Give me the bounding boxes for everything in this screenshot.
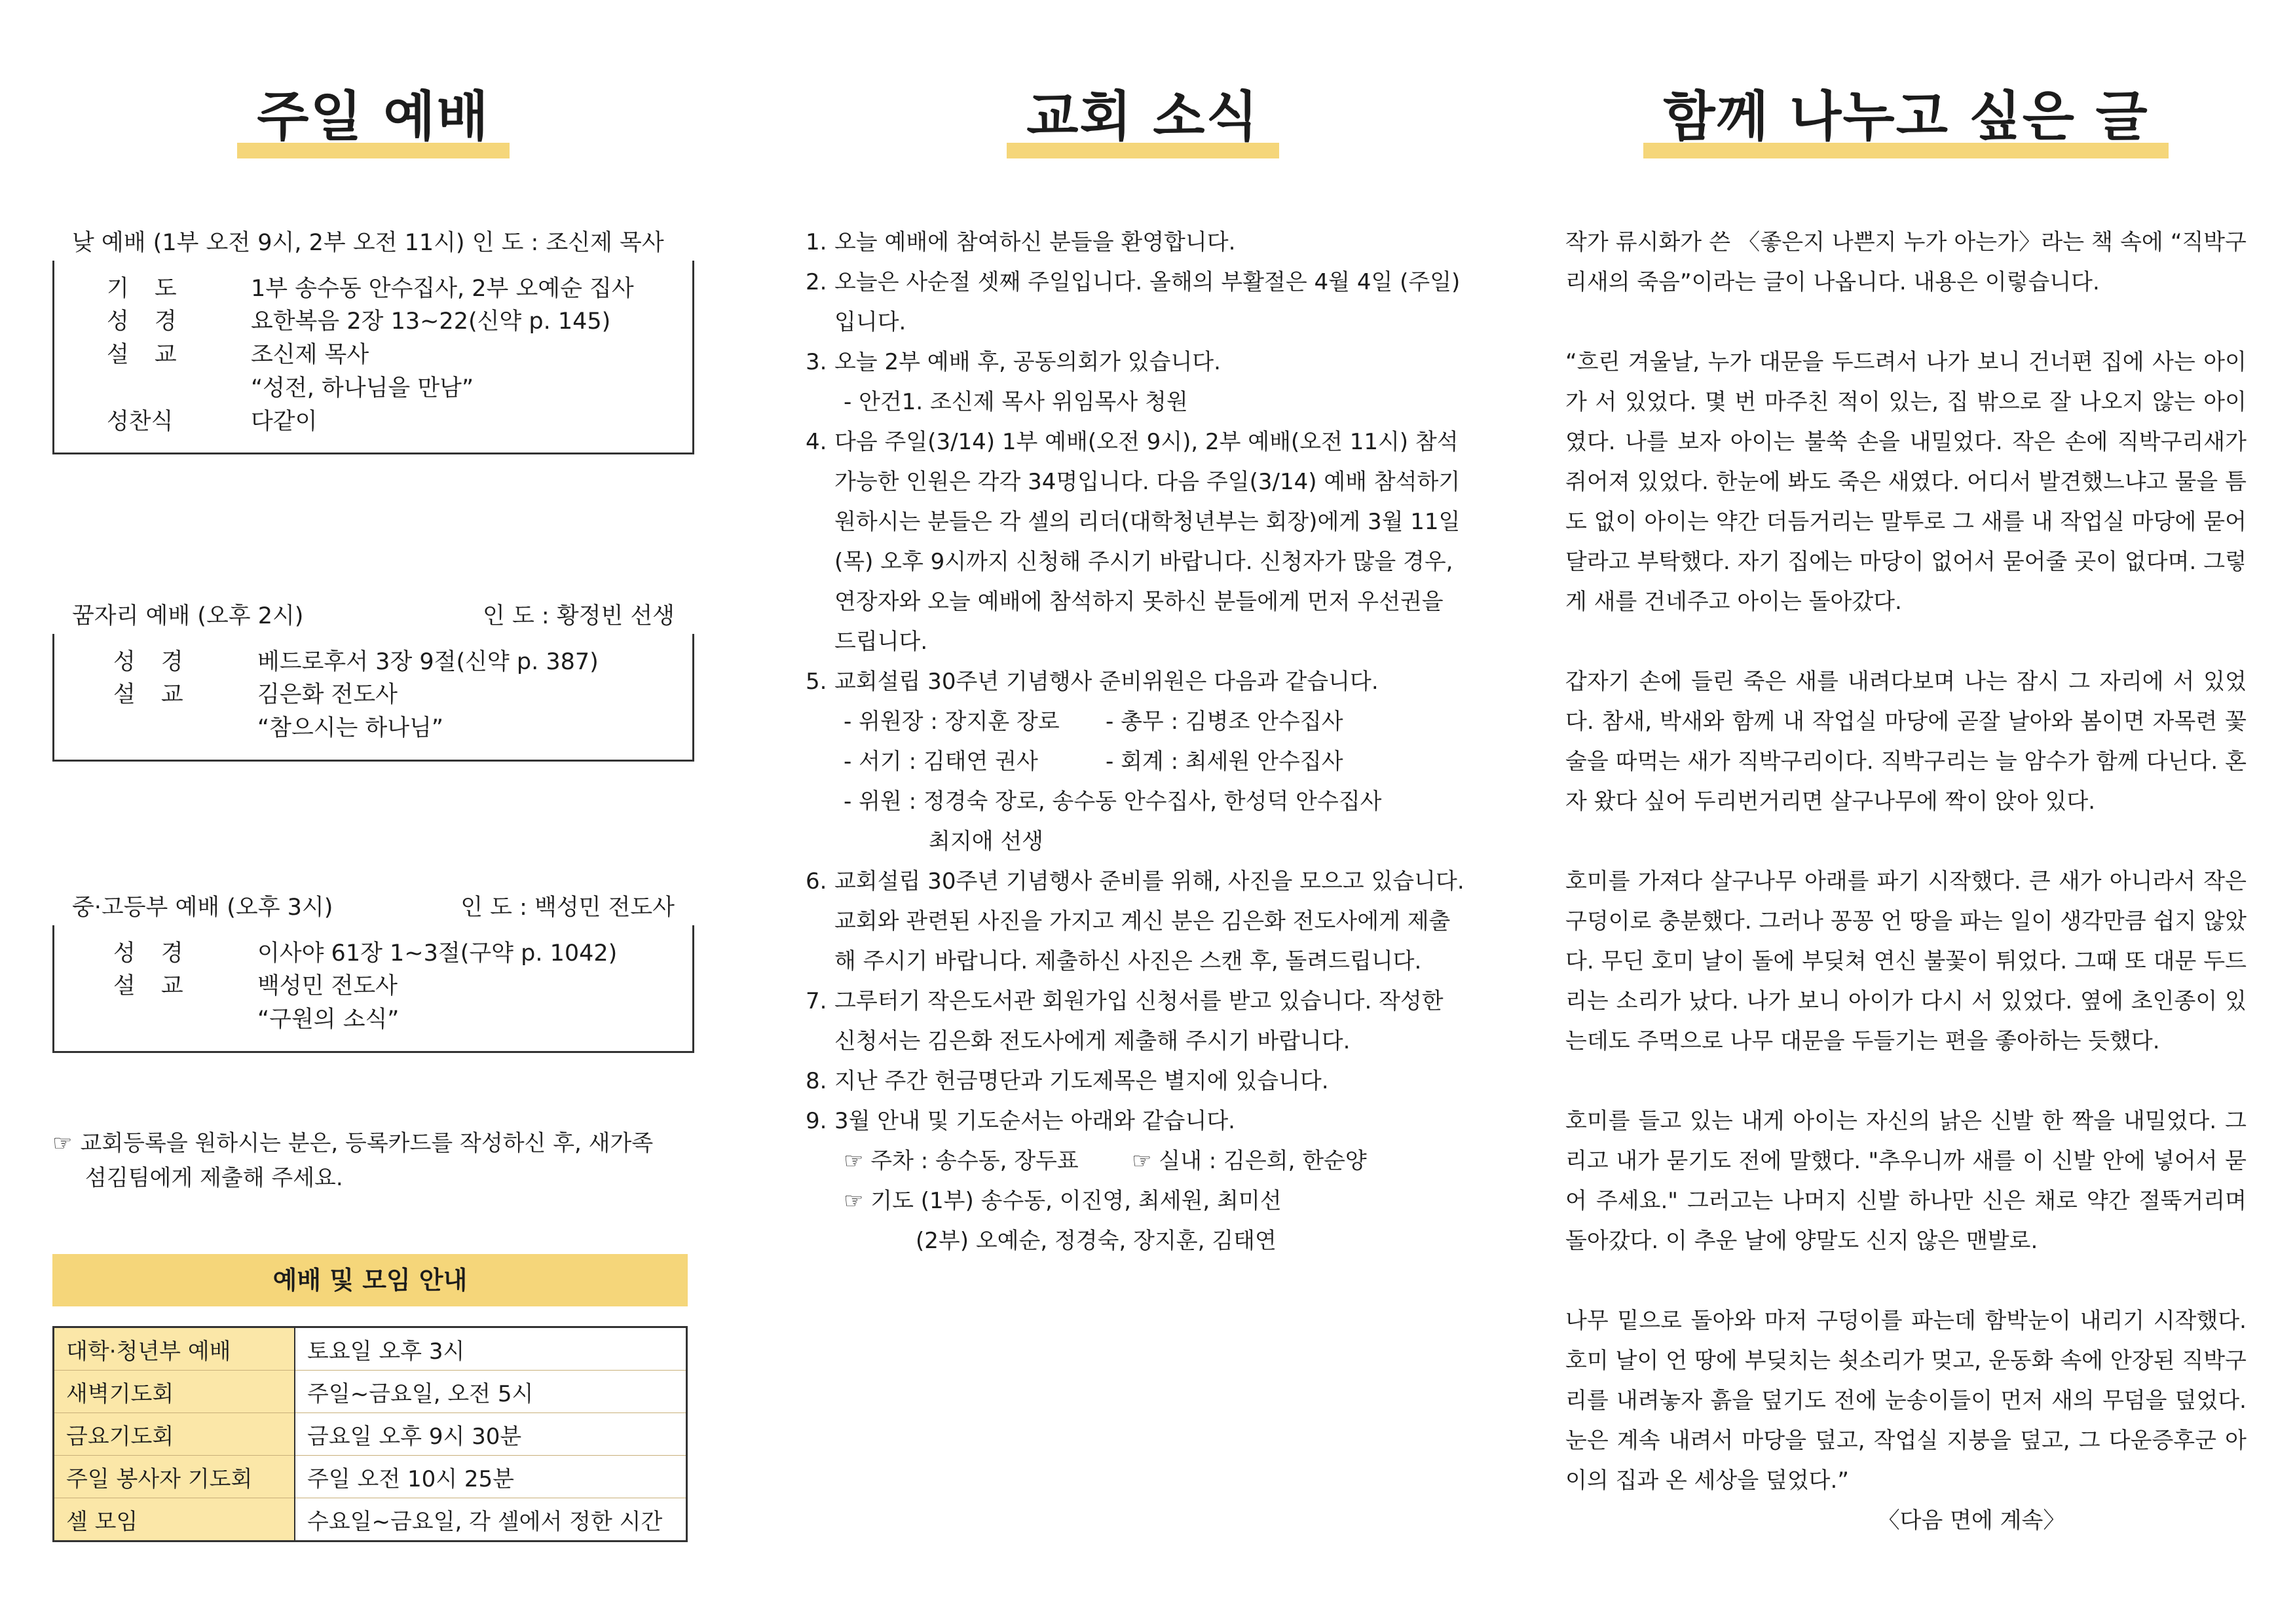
detail-value: 1부 송수동 안수집사, 2부 오예순 집사 [251, 275, 634, 302]
registration-notice [52, 1126, 694, 1195]
item-line: 가능한 인원은 각각 34명입니다. 다음 주일(3/14) 예배 참석하기 [834, 469, 1461, 495]
service-details [52, 634, 694, 762]
news-heading: 교회 소식 [1007, 85, 1278, 149]
detail-key: 성 경 [113, 648, 193, 675]
table-row [54, 1327, 687, 1371]
heading-wrap [806, 85, 1480, 149]
list-item [806, 263, 1480, 342]
item-line: 3월 안내 및 기도순서는 아래와 같습니다. [834, 1108, 1235, 1134]
march-row [834, 1141, 1480, 1181]
detail-row [113, 678, 673, 712]
essay-paragraph: 갑자기 손에 들린 죽은 새를 내려다보며 나는 잠시 그 자리에 서 있었다. 참새, 박새와 함께 내 작업실 마당에 곧잘 날아와 봄이면 자목련 꽃술을 따먹는 새가 직박구리이다. 직박구리는 늘 암수가 함께 다닌다. 혼자 왔다 싶어 두리번거리면 살구나무에 짝이 앉아 있다. [1565, 669, 2247, 815]
essay-paragraph: 작가 류시화가 쓴 〈좋은지 나쁜지 누가 아는가〉라는 책 속에 “직박구리새의 죽음”이라는 글이 나옵니다. 내용은 이렇습니다. [1565, 229, 2247, 295]
committee-row [834, 742, 1480, 782]
committee-treasurer: - 회계 : 최세원 안수집사 [1106, 748, 1343, 775]
continued-note: 〈다음 면에 계속〉 [1877, 1507, 2066, 1534]
heading-wrap [52, 85, 694, 149]
detail-value: 다같이 [251, 408, 318, 435]
service-block-youth [52, 891, 694, 1053]
item-line: (목) 오후 9시까지 신청해 주시기 바랍니다. 신청자가 많을 경우, [834, 549, 1453, 575]
item-line: 오늘은 사순절 셋째 주일입니다. 올해의 부활절은 4월 4일 (주일) [834, 269, 1461, 295]
list-item [806, 422, 1480, 662]
essay-heading: 함께 나누고 싶은 글 [1643, 85, 2168, 149]
list-item [806, 223, 1480, 263]
service-title-text: 꿈자리 예배 (오후 2시) [72, 603, 304, 629]
detail-value: “성전, 하나님을 만남” [251, 375, 474, 401]
item-number: 5. [806, 669, 827, 695]
service-leader: 인 도 : 백성민 전도사 [460, 895, 675, 921]
essay-body [1565, 223, 2247, 1541]
item-line: - 안건1. 조신제 목사 위임목사 청원 [844, 389, 1188, 415]
item-number: 9. [806, 1108, 827, 1134]
committee-row [834, 702, 1480, 742]
essay-paragraph: 나무 밑으로 돌아와 마저 구덩이를 파는데 함박눈이 내리기 시작했다. 호미 날이 언 땅에 부딪치는 쇳소리가 멎고, 운동화 속에 안장된 직박구리를 내려놓자 흙을 덮기도 전에 눈송이들이 먼저 새의 무덤을 덮었다. 눈은 계속 내려서 마당을 덮고, 작업실 지붕을 덮고, 그 다운증후군 아이의 집과 온 세상을 덮었다.” [1565, 1308, 2247, 1494]
table-row [54, 1413, 687, 1456]
detail-key [113, 1003, 257, 1037]
detail-value: 조신제 목사 [251, 342, 369, 368]
list-item [806, 1061, 1480, 1101]
service-details [52, 925, 694, 1053]
service-leader: 인 도 : 황정빈 선생 [483, 603, 675, 629]
essay-paragraph: “흐린 겨울날, 누가 대문을 두드려서 나가 보니 건너편 집에 사는 아이가 서 있었다. 몇 번 마주친 적이 있는, 집 밖으로 잘 나오지 않는 아이였다. 나를 보자 아이는 불쑥 손을 내밀었다. 작은 손에 직박구리새가 쥐어져 있었다. 한눈에 봐도 죽은 새였다. 어디서 발견했느냐고 물을 틈도 없이 아이는 약간 더듬거리는 말투로 그 새를 내 작업실 마당에 묻어 달라고 부탁했다. 자기 집에는 마당이 없어서 묻어줄 곳이 없다며. 그렇게 새를 건네주고 아이는 돌아갔다. [1565, 349, 2247, 615]
schedule-time: 금요일 오후 9시 30분 [295, 1413, 687, 1456]
worship-heading: 주일 예배 [237, 85, 509, 149]
service-title [52, 599, 694, 634]
schedule-title: 예배 및 모임 안내 [52, 1254, 688, 1306]
detail-row [113, 646, 673, 679]
item-line: 신청서는 김은화 전도사에게 제출해 주시기 바랍니다. [834, 1028, 1351, 1054]
detail-key [113, 712, 257, 745]
detail-key: 성 경 [113, 940, 193, 967]
committee-chair: - 위원장 : 장지훈 장로 [844, 709, 1060, 735]
schedule-name: 금요기도회 [54, 1413, 295, 1456]
detail-value: 김은화 전도사 [257, 682, 398, 709]
schedule-time: 수요일~금요일, 각 셀에서 정한 시간 [295, 1498, 687, 1541]
detail-row [113, 712, 673, 745]
item-line: 교회설립 30주년 기념행사 준비위원은 다음과 같습니다. [834, 669, 1379, 695]
notice-line [52, 1126, 694, 1161]
pointing-hand-icon: ☞ [52, 1130, 73, 1156]
item-line: 연장자와 오늘 예배에 참석하지 못하신 분들에게 먼저 우선권을 [834, 589, 1444, 615]
table-row [54, 1371, 687, 1413]
list-item [806, 342, 1480, 422]
schedule-name: 대학·청년부 예배 [54, 1327, 295, 1371]
detail-row [107, 372, 673, 405]
item-number: 8. [806, 1068, 827, 1094]
detail-key: 성찬식 [107, 408, 174, 435]
detail-row [107, 272, 673, 306]
detail-row [107, 305, 673, 339]
committee-members-cont: 최지애 선생 [929, 828, 1044, 855]
service-block-main [52, 226, 694, 454]
committee-members: - 위원 : 정경숙 장로, 송수동 안수집사, 한성덕 안수집사 [844, 788, 1382, 815]
item-line: 오늘 예배에 참여하신 분들을 환영합니다. [834, 229, 1236, 255]
march-hall: ☞ 실내 : 김은희, 한순양 [1132, 1148, 1367, 1174]
service-block-kids [52, 599, 694, 762]
item-line: 다음 주일(3/14) 1부 예배(오전 9시), 2부 예배(오전 11시) 참석 [834, 429, 1459, 455]
item-number: 6. [806, 868, 827, 895]
essay-paragraph: 호미를 가져다 살구나무 아래를 파기 시작했다. 큰 새가 아니라서 작은 구덩이로 충분했다. 그러나 꽁꽁 언 땅을 파는 일이 생각만큼 쉽지 않았다. 무딘 호미 날이 돌에 부딪쳐 연신 불꽃이 튀었다. 그때 또 대문 두드리는 소리가 났다. 나가 보니 아이가 다시 서 있었다. 옆에 초인종이 있는데도 주먹으로 나무 대문을 두들기는 편을 좋아하는 듯했다. [1565, 868, 2247, 1054]
detail-row [107, 339, 673, 372]
schedule-name: 새벽기도회 [54, 1371, 295, 1413]
item-line: 해 주시기 바랍니다. 제출하신 사진은 스캔 후, 돌려드립니다. [834, 948, 1422, 974]
list-item [806, 982, 1480, 1061]
detail-key: 설 교 [107, 342, 186, 368]
item-line: 입니다. [834, 309, 906, 335]
item-number: 4. [806, 429, 827, 455]
item-number: 2. [806, 269, 827, 295]
essay-paragraph: 호미를 들고 있는 내게 아이는 자신의 낡은 신발 한 짝을 내밀었다. 그리고 내가 묻기도 전에 말했다. "추우니까 새를 이 신발 안에 넣어서 묻어 주세요." 그러고는 나머지 신발 하나만 신은 채로 약간 절뚝거리며 돌아갔다. 이 추운 날에 양말도 신지 않은 맨발로. [1565, 1108, 2247, 1254]
detail-row [113, 1003, 673, 1037]
detail-value: 이사야 61장 1~3절(구약 p. 1042) [257, 940, 618, 967]
news-list [806, 223, 1480, 1261]
schedule-time: 토요일 오후 3시 [295, 1327, 687, 1371]
detail-key: 기 도 [107, 275, 186, 302]
service-title-text: 중·고등부 예배 (오후 3시) [72, 895, 333, 921]
detail-key: 설 교 [113, 973, 193, 1000]
item-line: 원하시는 분들은 각 셀의 리더(대학청년부는 회장)에게 3월 11일 [834, 509, 1461, 535]
item-line: 그루터기 작은도서관 회원가입 신청서를 받고 있습니다. 작성한 [834, 988, 1444, 1014]
notice-line: 섬김팀에게 제출해 주세요. [85, 1164, 343, 1191]
detail-value: “구원의 소식” [257, 1006, 400, 1033]
detail-value: 베드로후서 3장 9절(신약 p. 387) [257, 648, 599, 675]
item-line: 교회와 관련된 사진을 가지고 계신 분은 김은화 전도사에게 제출 [834, 908, 1451, 934]
item-line: 지난 주간 헌금명단과 기도제목은 별지에 있습니다. [834, 1068, 1329, 1094]
item-line: 오늘 2부 예배 후, 공동의회가 있습니다. [834, 349, 1221, 375]
detail-key [107, 372, 251, 405]
table-row [54, 1498, 687, 1541]
item-line: 교회설립 30주년 기념행사 준비를 위해, 사진을 모으고 있습니다. [834, 868, 1465, 895]
item-number: 3. [806, 349, 827, 375]
list-item [806, 1101, 1480, 1261]
detail-row [113, 937, 673, 970]
heading-wrap [1565, 85, 2247, 149]
item-line: 드립니다. [834, 629, 928, 655]
schedule-time: 주일~금요일, 오전 5시 [295, 1371, 687, 1413]
service-title [52, 891, 694, 925]
detail-value: 백성민 전도사 [257, 973, 398, 1000]
committee-secretary: - 서기 : 김태연 권사 [844, 748, 1038, 775]
notice-text: 교회등록을 원하시는 분은, 등록카드를 작성하신 후, 새가족 [80, 1130, 654, 1156]
detail-value: 요한복음 2장 13~22(신약 p. 145) [251, 308, 611, 335]
detail-row [113, 970, 673, 1003]
list-item [806, 862, 1480, 982]
service-details [52, 261, 694, 455]
schedule-time: 주일 오전 10시 25분 [295, 1456, 687, 1498]
march-parking: ☞ 주차 : 송수동, 장두표 [844, 1148, 1079, 1174]
item-number: 1. [806, 229, 827, 255]
march-prayer: ☞ 기도 (1부) 송수동, 이진영, 최세원, 최미선 [844, 1188, 1282, 1214]
detail-value: “참으시는 하나님” [257, 715, 444, 741]
item-number: 7. [806, 988, 827, 1014]
table-row [54, 1456, 687, 1498]
schedule-name: 셀 모임 [54, 1498, 295, 1541]
committee-general: - 총무 : 김병조 안수집사 [1106, 709, 1343, 735]
detail-key: 설 교 [113, 682, 193, 709]
list-item [806, 662, 1480, 862]
schedule-name: 주일 봉사자 기도회 [54, 1456, 295, 1498]
schedule-table [52, 1326, 688, 1542]
service-title: 낮 예배 (1부 오전 9시, 2부 오전 11시) 인 도 : 조신제 목사 [72, 230, 664, 256]
march-prayer-cont: (2부) 오예순, 정경숙, 장지훈, 김태연 [916, 1228, 1277, 1254]
detail-row [107, 405, 673, 439]
detail-key: 성 경 [107, 308, 186, 335]
